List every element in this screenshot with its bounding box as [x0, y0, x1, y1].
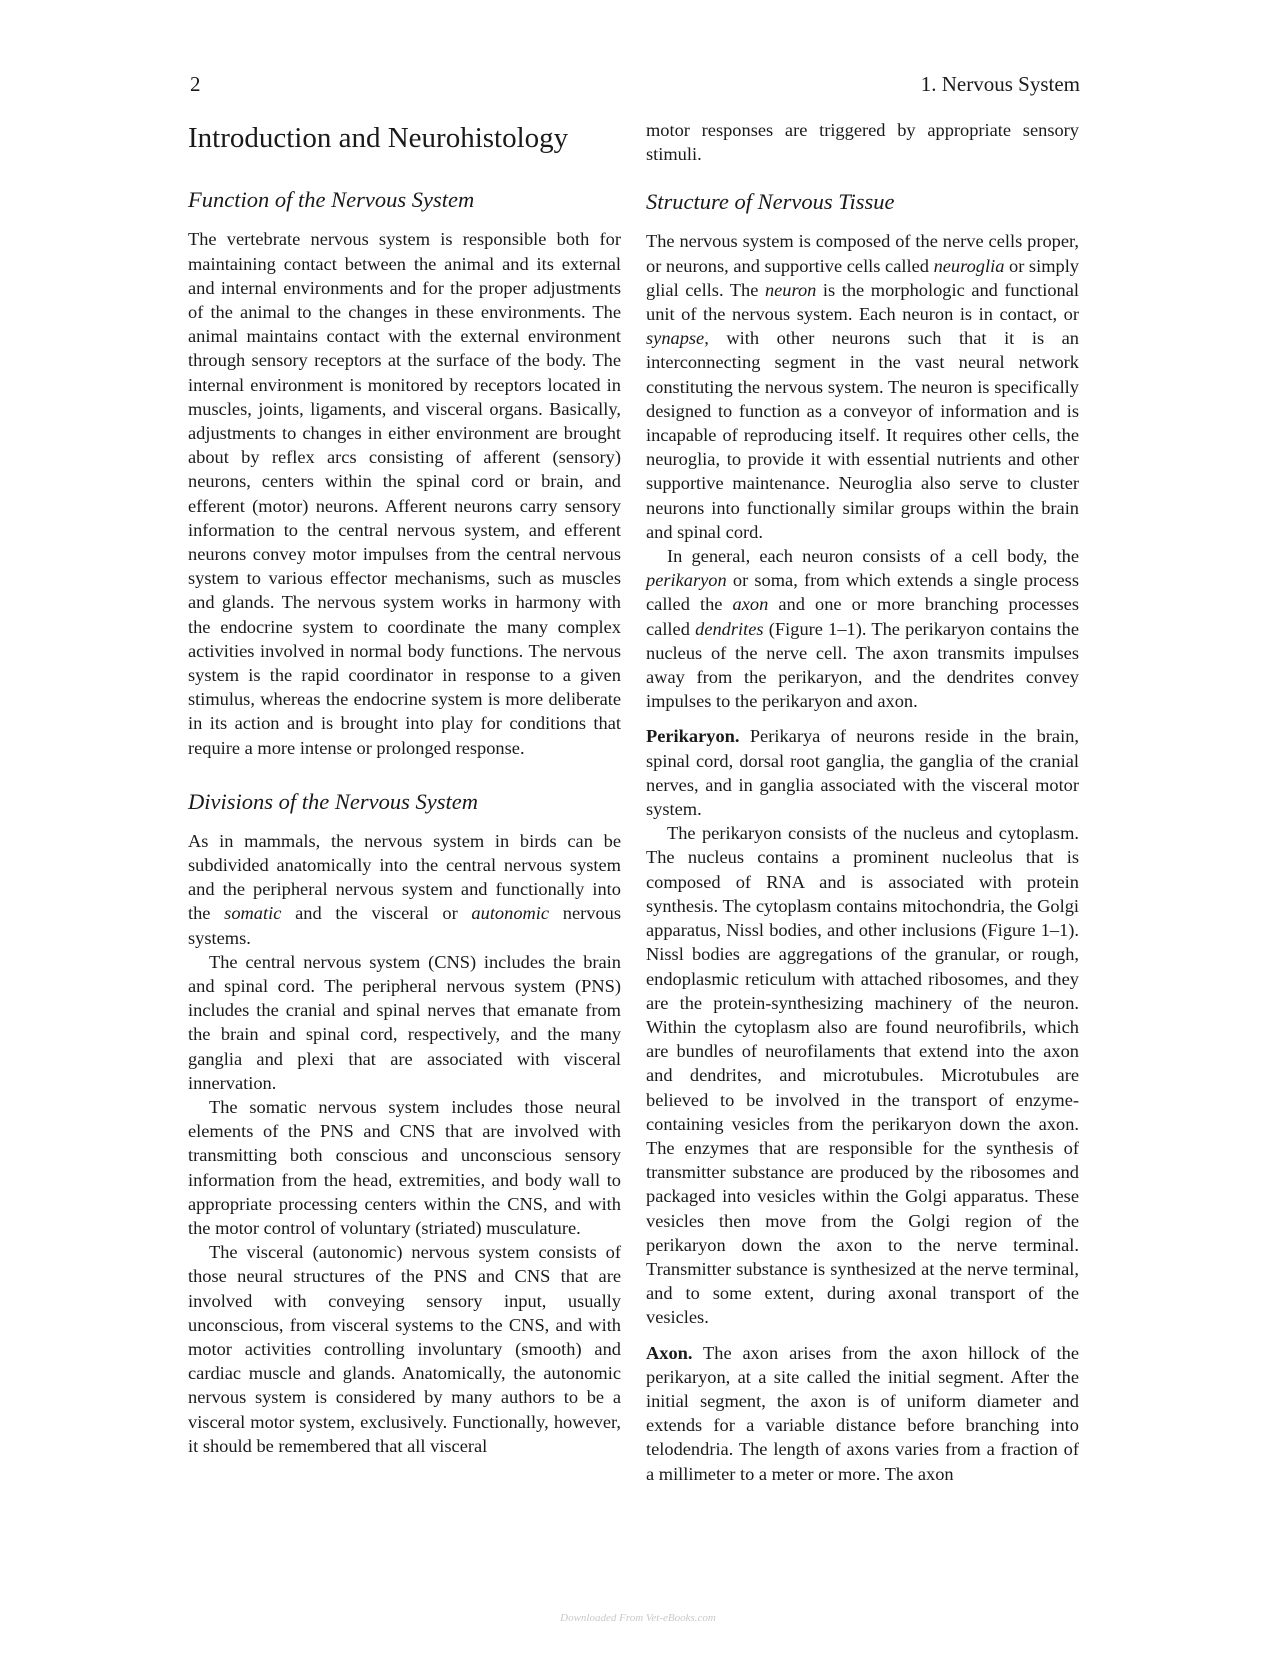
term-neuroglia: neuroglia [933, 255, 1005, 276]
term-somatic: somatic [224, 903, 282, 924]
paragraph-divisions-1: As in mammals, the nervous system in birds can be subdivided anatomically into the central nervous system and the peripheral nervous system and functionally into the somatic and the visceral or autonomic nervous systems. [188, 830, 621, 948]
page-number: 2 [190, 72, 201, 96]
term-neuron: neuron [764, 279, 817, 300]
term-dendrites: dendrites [695, 618, 764, 639]
runin-perikaryon: Perikaryon. [646, 726, 740, 747]
term-perikaryon: perikaryon [646, 570, 727, 591]
section-heading-function: Function of the Nervous System [188, 187, 475, 213]
main-title: Introduction and Neurohistology [188, 122, 569, 154]
paragraph-divisions-4: The visceral (autonomic) nervous system consists of those neural structures of the PNS and CNS that are involved with conveying sensory input, usually unconscious, from visceral systems to the CNS, and with motor activities controlling involuntary (smooth) and cardiac muscle and glands. Anatomically, the autonomic nervous system is considered by many authors to be a visceral motor system, exclusively. Functionally, however, it should be remembered that all visceral [188, 1242, 621, 1456]
paragraph-structure-2: In general, each neuron consists of a cell body, the perikaryon or soma, from which extends a single process called the axon and one or more branching processes called dendrites (Figure 1–1). The perikaryon contains the nucleus of the nerve cell. The axon transmits impulses away from the perikaryon, and the dendrites convey impulses to the perikaryon and axon. [646, 546, 1079, 712]
running-head: 1. Nervous System [920, 72, 1080, 96]
section-heading-divisions: Divisions of the Nervous System [188, 788, 478, 814]
section-heading-structure: Structure of Nervous Tissue [646, 189, 895, 215]
term-axon: axon [732, 594, 769, 615]
paragraph-perikaryon-1: Perikaryon. Perikarya of neurons reside in the brain, spinal cord, dorsal root ganglia, the ganglia of the cranial nerves, and in ganglia associated with the visceral motor system. [646, 726, 1079, 820]
footer-watermark: Downloaded From Vet-eBooks.com [560, 1612, 716, 1624]
paragraph-divisions-2: The central nervous system (CNS) includes the brain and spinal cord. The peripheral nervous system (PNS) includes the cranial and spinal nerves that emanate from the brain and spinal cord, respectively, and the many ganglia and plexi that are associated with visceral innervation. [188, 951, 621, 1093]
paragraph-continuation: motor responses are triggered by appropriate sensory stimuli. [646, 120, 1079, 165]
paragraph-axon-1: Axon. The axon arises from the axon hillock of the perikaryon, at a site called the initial segment. After the initial segment, the axon is of uniform diameter and extends for a variable distance before branching into telodendria. The length of axons varies from a fraction of a millimeter to a meter or more. The axon [646, 1342, 1079, 1484]
runin-axon: Axon. [646, 1342, 693, 1363]
term-autonomic: autonomic [471, 903, 550, 924]
paragraph-divisions-3: The somatic nervous system includes those neural elements of the PNS and CNS that are involved with transmitting both conscious and unconscious sensory information from the head, extremities, and body wall to appropriate processing centers within the CNS, and with the motor control of voluntary (striated) musculature. [188, 1097, 621, 1239]
right-column [646, 118, 1079, 1486]
paragraph-function: The vertebrate nervous system is responsible both for maintaining contact between the animal and its external and internal environments and for the proper adjustments of the animal to the changes in these environments. The animal maintains contact with the external environment through sensory receptors at the surface of the body. The internal environment is monitored by receptors located in muscles, joints, ligaments, and visceral organs. Basically, adjustments to changes in either environment are brought about by reflex arcs consisting of afferent (sensory) neurons, centers within the spinal cord or brain, and efferent (motor) neurons. Afferent neurons carry sensory information to the central nervous system, and efferent neurons convey motor impulses from the central nervous system to various effector mechanisms, such as muscles and glands. The nervous system works in harmony with the endocrine system to coordinate the many complex activities involved in normal body functions. The nervous system is the rapid coordinator in response to a given stimulus, whereas the endocrine system is more deliberate in its action and is brought into play for conditions that require a more intense or prolonged response. [188, 229, 621, 758]
left-column [188, 118, 621, 1458]
paragraph-perikaryon-2: The perikaryon consists of the nucleus and cytoplasm. The nucleus contains a prominent nucleolus that is composed of RNA and is associated with protein synthesis. The cytoplasm contains mitochondria, the Golgi apparatus, Nissl bodies, and other inclusions (Figure 1–1). Nissl bodies are aggregations of the granular, or rough, endoplasmic reticulum with attached ribosomes, and they are the protein-synthesizing machinery of the neuron. Within the cytoplasm also are found neurofibrils, which are bundles of neurofilaments that extend into the axon and dendrites, and microtubules. Microtubules are believed to be involved in the transport of enzyme-containing vesicles from the perikaryon down the axon. The enzymes that are responsible for the synthesis of transmitter substance are produced by the ribosomes and packaged into vesicles within the Golgi apparatus. These vesicles then move from the Golgi region of the perikaryon down the axon to the nerve terminal. Transmitter substance is synthesized at the nerve terminal, and to some extent, during axonal transport of the vesicles. [646, 823, 1079, 1328]
term-synapse: synapse, [646, 328, 709, 349]
paragraph-structure-1: The nervous system is composed of the nerve cells proper, or neurons, and supportive cells called neuroglia or simply glial cells. The neuron is the morphologic and functional unit of the nervous system. Each neuron is in contact, or synapse, with other neurons such that it is an interconnecting segment in the vast neural network constituting the nervous system. The neuron is specifically designed to function as a conveyor of information and is incapable of reproducing itself. It requires other cells, the neuroglia, to provide it with essential nutrients and other supportive maintenance. Neuroglia also serve to cluster neurons into functionally similar groups within the brain and spinal cord. [646, 231, 1080, 542]
